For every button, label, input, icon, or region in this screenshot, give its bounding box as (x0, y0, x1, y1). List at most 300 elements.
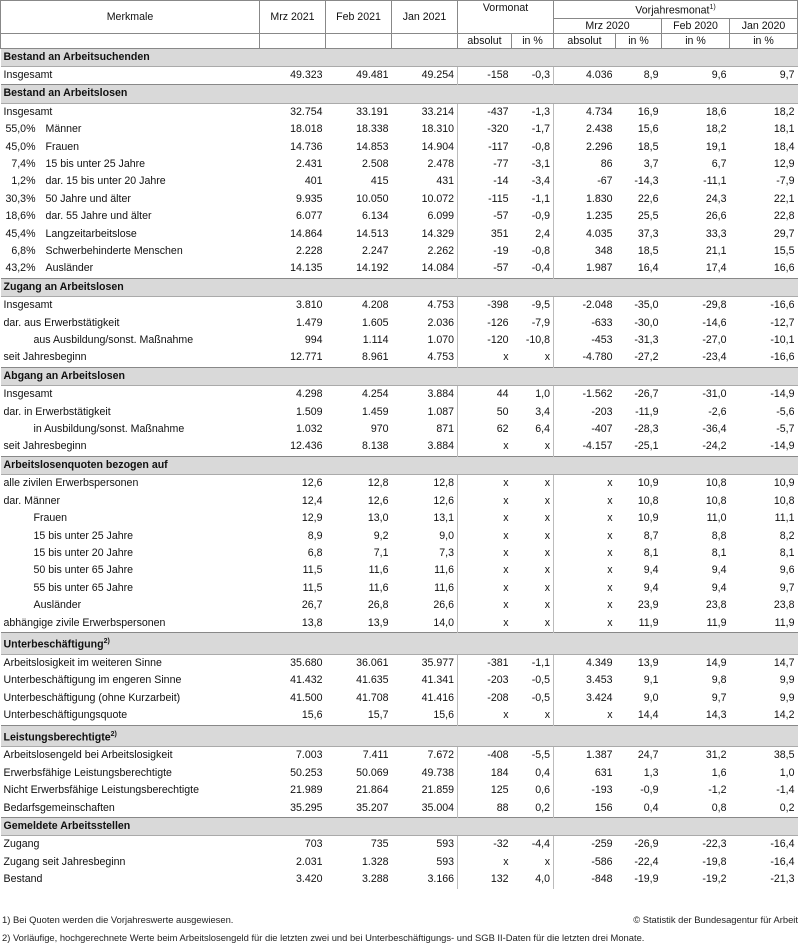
table-row (1, 139, 798, 156)
value-cell: -3,4 (531, 175, 551, 188)
row-label-cell (1, 66, 260, 84)
value-cell: 9,8 (711, 674, 727, 687)
value-cell: 14.135 (290, 262, 323, 275)
value-cell: 23,8 (773, 599, 795, 612)
value-cell: 41.635 (356, 674, 389, 687)
value-cell: 13,8 (301, 616, 323, 629)
value-cell: 14.329 (421, 227, 454, 240)
value-cell: x (544, 855, 551, 868)
value-cell: 1.509 (295, 405, 323, 418)
value-cell: -848 (554, 871, 616, 888)
value-cell: 1.070 (427, 334, 454, 347)
value-cell: 8,7 (643, 529, 659, 542)
table-row (1, 103, 798, 121)
value-cell: x (554, 475, 616, 493)
value-cell: 9,7 (711, 691, 727, 704)
value-cell: -16,4 (730, 836, 798, 854)
value-cell: 9,4 (643, 564, 659, 577)
value-cell: 44 (458, 386, 512, 404)
value-cell: 12,9 (773, 157, 795, 170)
value-cell: 17,4 (705, 262, 727, 275)
value-cell: 33,3 (705, 227, 727, 240)
row-label-cell (1, 438, 260, 456)
value-cell: 22,8 (773, 210, 795, 223)
value-cell: 1.479 (295, 316, 323, 329)
value-cell: 10,9 (616, 475, 662, 493)
section-title (1, 818, 798, 836)
value-cell: 10,8 (637, 494, 659, 507)
value-cell: x (554, 510, 616, 527)
value-cell: 0,4 (643, 801, 659, 814)
value-cell: 1,0 (779, 766, 795, 779)
header-blank (392, 33, 458, 48)
footnote-2: 2) Vorläufige, hochgerechnete Werte beim Arbeitslosengeld für die letzten zwei und bei Unterbeschäftigungs- und SGB II-Daten für die letzten drei Monate. (2, 932, 645, 943)
row-label-cell (1, 156, 260, 173)
value-cell: 11,9 (706, 616, 727, 629)
value-cell: 6,4 (535, 423, 551, 436)
row-label: dar. aus Erwerbstätigkeit (3, 316, 120, 329)
row-label-cell (1, 672, 260, 689)
value-cell: 26,6 (433, 599, 454, 612)
value-cell: -16,6 (730, 297, 798, 315)
value-cell: 3.420 (295, 873, 323, 886)
table-row (1, 545, 798, 562)
value-cell: 15,6 (301, 709, 323, 722)
value-cell: 0,6 (535, 784, 551, 797)
value-cell: 8,9 (307, 529, 323, 542)
table-row (1, 332, 798, 349)
value-cell: -320 (458, 121, 512, 138)
table-row (1, 404, 798, 421)
value-cell: 970 (370, 423, 389, 436)
value-cell: 11,0 (706, 512, 727, 525)
table-row (1, 510, 798, 527)
value-cell: 9,9 (779, 674, 795, 687)
value-cell: 13,9 (616, 654, 662, 672)
value-cell: x (544, 564, 551, 577)
value-cell: -27,0 (702, 334, 727, 347)
row-label-cell (1, 121, 260, 138)
value-cell: 994 (304, 334, 323, 347)
value-cell: 13,0 (367, 512, 389, 525)
table-row (1, 208, 798, 225)
value-cell: 9.935 (295, 192, 323, 205)
table-row (1, 597, 798, 614)
value-cell: 2.228 (295, 245, 323, 257)
value-cell: 14,4 (637, 709, 659, 722)
value-cell: 4.753 (427, 351, 454, 364)
value-cell: -26,7 (616, 386, 662, 404)
row-label-cell (1, 260, 260, 278)
row-label: Zugang seit Jahresbeginn (3, 855, 126, 868)
value-cell: 7,3 (439, 546, 454, 559)
value-cell: 38,5 (730, 747, 798, 765)
value-cell: x (544, 616, 551, 629)
value-cell: 401 (304, 175, 323, 188)
value-cell: 4.349 (554, 654, 616, 672)
value-cell: 18,6 (662, 103, 730, 121)
value-cell: 2.478 (427, 157, 454, 170)
value-cell: x (458, 615, 512, 633)
row-label-cell (1, 173, 260, 190)
table-row (1, 765, 798, 782)
value-cell: 14,9 (662, 654, 730, 672)
value-cell: 13,9 (367, 616, 389, 629)
value-cell: 29,7 (773, 227, 795, 240)
header-blank (1, 33, 260, 48)
value-cell: 49.323 (260, 66, 326, 84)
value-cell: -120 (458, 332, 512, 349)
value-cell: -31,3 (634, 334, 659, 347)
table-row (1, 386, 798, 404)
value-cell: -14,9 (730, 386, 798, 404)
value-cell: -7,9 (531, 316, 551, 329)
value-cell: 18.338 (356, 123, 389, 136)
row-label-cell (1, 800, 260, 818)
row-label-cell (1, 545, 260, 562)
table-row (1, 297, 798, 315)
row-label-cell (1, 562, 260, 579)
value-cell: 25,5 (637, 210, 659, 223)
row-label: Unterbeschäftigungsquote (3, 709, 128, 722)
section-title-text: Abgang an Arbeitslosen (3, 369, 125, 382)
value-cell: x (554, 707, 616, 725)
value-cell: 23,9 (637, 599, 659, 612)
unit-pct: in % (616, 33, 662, 48)
share-percent: 6,8% (11, 245, 36, 257)
value-cell: 6,8 (307, 546, 323, 559)
section-title-text: Arbeitslosenquoten bezogen auf (3, 458, 168, 471)
value-cell: 11,1 (774, 512, 795, 525)
value-cell: -5,7 (776, 423, 795, 436)
value-cell: x (512, 475, 554, 493)
row-label: dar. 15 bis unter 20 Jahre (45, 175, 166, 188)
value-cell: 3.166 (427, 873, 454, 886)
value-cell: -259 (554, 836, 616, 854)
value-cell: 9,0 (439, 529, 454, 542)
value-cell: 11,6 (368, 564, 389, 577)
row-label: Insgesamt (3, 68, 53, 81)
row-label: Frauen (45, 140, 80, 153)
value-cell: 18.310 (421, 123, 454, 136)
value-cell: -14,9 (770, 440, 795, 453)
row-label: dar. in Erwerbstätigkeit (3, 405, 111, 418)
value-cell: x (544, 581, 551, 594)
row-label: Arbeitslosengeld bei Arbeitslosigkeit (3, 749, 173, 762)
value-cell: x (554, 615, 616, 633)
value-cell: x (544, 440, 551, 453)
row-label: Langzeitarbeitslose (45, 227, 137, 240)
value-cell: 0,2 (779, 801, 795, 814)
table-row (1, 315, 798, 332)
value-cell: -31,0 (662, 386, 730, 404)
value-cell: x (458, 854, 512, 871)
value-cell: 1.459 (361, 405, 389, 418)
value-cell: 11,5 (302, 581, 323, 594)
row-label: Unterbeschäftigung im engeren Sinne (3, 674, 182, 687)
footnote-1: 1) Bei Quoten werden die Vorjahreswerte ausgewiesen. (2, 914, 234, 925)
value-cell: 3.810 (260, 297, 326, 315)
value-cell: x (458, 707, 512, 725)
table-row (1, 260, 798, 278)
row-label: Bestand (3, 873, 43, 886)
value-cell: 0,8 (711, 801, 727, 814)
section-title (1, 48, 798, 66)
value-cell: 125 (458, 782, 512, 799)
value-cell: 32.754 (260, 103, 326, 121)
value-cell: 14,2 (773, 709, 795, 722)
value-cell: 10,8 (773, 494, 795, 507)
value-cell: x (458, 597, 512, 614)
value-cell: 431 (436, 175, 454, 188)
value-cell: 7.672 (392, 747, 458, 765)
row-label: dar. 55 Jahre und älter (45, 210, 152, 223)
footnote-ref: 2) (110, 730, 117, 738)
value-cell: x (458, 580, 512, 597)
value-cell: -21,3 (770, 873, 795, 886)
value-cell: 9,4 (711, 581, 727, 594)
footnote-ref: 2) (103, 637, 110, 645)
value-cell: 2.508 (361, 157, 389, 170)
value-cell: 41.708 (356, 691, 389, 704)
value-cell: 6,7 (711, 157, 727, 170)
value-cell: 2.036 (427, 316, 454, 329)
value-cell: x (458, 349, 512, 367)
value-cell: -16,4 (770, 855, 795, 868)
value-cell: 348 (554, 243, 616, 260)
value-cell: 2.296 (554, 139, 616, 156)
table-row (1, 615, 798, 633)
table-row (1, 580, 798, 597)
value-cell: 21.859 (421, 784, 454, 797)
section-title-text: Zugang an Arbeitslosen (3, 280, 124, 293)
value-cell: -35,0 (616, 297, 662, 315)
header-jan2020: Jan 2020 (730, 18, 798, 33)
value-cell: -407 (554, 421, 616, 438)
row-label: 15 bis unter 20 Jahre (33, 546, 134, 559)
table-row (1, 690, 798, 707)
section-title (1, 278, 798, 296)
value-cell: 3.453 (554, 672, 616, 689)
value-cell: 8,9 (616, 66, 662, 84)
value-cell: -0,5 (531, 691, 551, 704)
value-cell: -117 (458, 139, 512, 156)
value-cell: 703 (260, 836, 326, 854)
value-cell: 12,6 (367, 494, 389, 507)
row-label: Erwerbsfähige Leistungsberechtigte (3, 766, 172, 779)
header-blank (260, 33, 326, 48)
value-cell: -4,4 (512, 836, 554, 854)
value-cell: 10.050 (356, 192, 389, 205)
value-cell: 4.753 (392, 297, 458, 315)
value-cell: 8.961 (361, 351, 389, 364)
section-header-row (1, 725, 798, 747)
row-label-cell (1, 103, 260, 121)
share-percent: 45,4% (5, 227, 36, 240)
value-cell: 18,2 (705, 123, 727, 136)
value-cell: x (544, 351, 551, 364)
row-label-cell (1, 404, 260, 421)
table-row (1, 191, 798, 208)
value-cell: 12,9 (301, 512, 323, 525)
value-cell: x (458, 438, 512, 456)
value-cell: 12,6 (433, 494, 454, 507)
value-cell: x (544, 599, 551, 612)
value-cell: 12,4 (301, 494, 323, 507)
value-cell: 36.061 (326, 654, 392, 672)
value-cell: 14.853 (356, 140, 389, 153)
value-cell: -11,9 (635, 405, 659, 418)
value-cell: 1.328 (361, 855, 389, 868)
row-label: Männer (45, 123, 82, 136)
value-cell: 33.191 (326, 103, 392, 121)
value-cell: 1.987 (554, 260, 616, 278)
table-row (1, 349, 798, 367)
value-cell: 14.904 (421, 140, 454, 153)
section-header-row (1, 367, 798, 385)
value-cell: 4.734 (554, 103, 616, 121)
section-title-text: Bestand an Arbeitsuchenden (3, 50, 150, 63)
value-cell: -586 (554, 854, 616, 871)
value-cell: -0,8 (531, 140, 551, 153)
row-label-cell (1, 208, 260, 225)
value-cell: 18,5 (637, 140, 659, 153)
value-cell: 13,1 (433, 512, 454, 525)
value-cell: -4.780 (554, 349, 616, 367)
value-cell: 351 (458, 226, 512, 243)
row-label-cell (1, 386, 260, 404)
section-title (1, 85, 798, 103)
table-row (1, 156, 798, 173)
value-cell: -22,3 (662, 836, 730, 854)
value-cell: -203 (458, 672, 512, 689)
value-cell: 49.481 (326, 66, 392, 84)
value-cell: 0,2 (535, 801, 551, 814)
unit-pct: in % (730, 33, 798, 48)
value-cell: 2.431 (295, 157, 323, 170)
table-row (1, 528, 798, 545)
row-label-cell (1, 747, 260, 765)
value-cell: 1,6 (711, 766, 727, 779)
value-cell: -1,2 (708, 784, 727, 797)
value-cell: -5,6 (776, 405, 795, 418)
table-row (1, 66, 798, 84)
value-cell: 50.069 (356, 766, 389, 779)
value-cell: x (554, 493, 616, 510)
header-merkmale: Merkmale (1, 1, 260, 34)
value-cell: 35.295 (290, 801, 323, 814)
value-cell: -1,3 (512, 103, 554, 121)
value-cell: 9,2 (373, 529, 389, 542)
row-label-cell (1, 782, 260, 799)
value-cell: 23,8 (705, 599, 727, 612)
section-title (1, 632, 798, 654)
value-cell: 14.084 (421, 262, 454, 275)
row-label-cell (1, 349, 260, 367)
value-cell: 16,6 (773, 262, 795, 275)
value-cell: x (544, 529, 551, 542)
value-cell: 9,6 (779, 564, 795, 577)
value-cell: 35.207 (356, 801, 389, 814)
row-label-cell (1, 493, 260, 510)
value-cell: 14,0 (433, 616, 454, 629)
section-header-row (1, 85, 798, 103)
value-cell: -24,2 (702, 440, 727, 453)
table-row (1, 173, 798, 190)
header-unit-row (1, 33, 798, 48)
row-label: dar. Männer (3, 494, 61, 507)
value-cell: 156 (554, 800, 616, 818)
value-cell: -19,9 (634, 873, 659, 886)
value-cell: -203 (554, 404, 616, 421)
value-cell: -19 (458, 243, 512, 260)
value-cell: 26,8 (367, 599, 389, 612)
value-cell: 415 (370, 175, 389, 188)
value-cell: -14,3 (634, 175, 659, 188)
row-label-cell (1, 297, 260, 315)
value-cell: 4,0 (535, 873, 551, 886)
value-cell: -2.048 (554, 297, 616, 315)
value-cell: -77 (458, 156, 512, 173)
value-cell: 22,6 (637, 192, 659, 205)
value-cell: 22,1 (773, 192, 795, 205)
row-label-cell (1, 765, 260, 782)
value-cell: -26,9 (616, 836, 662, 854)
header-row (1, 1, 798, 19)
value-cell: -5,5 (512, 747, 554, 765)
value-cell: -381 (458, 654, 512, 672)
value-cell: -0,9 (640, 784, 659, 797)
value-cell: -4.157 (554, 438, 616, 456)
value-cell: x (554, 580, 616, 597)
value-cell: -398 (458, 297, 512, 315)
copyright: © Statistik der Bundesagentur für Arbeit (633, 914, 798, 925)
value-cell: x (554, 562, 616, 579)
value-cell: x (458, 528, 512, 545)
value-cell: 12,8 (326, 475, 392, 493)
row-label-cell (1, 139, 260, 156)
row-label: 50 Jahre und älter (45, 192, 131, 205)
value-cell: 14,3 (705, 709, 727, 722)
section-header-row (1, 632, 798, 654)
header-feb2020: Feb 2020 (662, 18, 730, 33)
row-label: abhängige zivile Erwerbspersonen (3, 616, 166, 629)
value-cell: 15,6 (433, 709, 454, 722)
value-cell: 14,7 (730, 654, 798, 672)
value-cell: -158 (458, 66, 512, 84)
section-title-text: Leistungsberechtigte (3, 731, 111, 744)
value-cell: -32 (458, 836, 512, 854)
value-cell: 15,5 (773, 245, 795, 257)
value-cell: 4.298 (260, 386, 326, 404)
row-label-cell (1, 332, 260, 349)
table-row (1, 438, 798, 456)
value-cell: x (554, 545, 616, 562)
value-cell: 14.513 (356, 227, 389, 240)
row-label-cell (1, 421, 260, 438)
value-cell: -1,4 (776, 784, 795, 797)
table-row (1, 562, 798, 579)
value-cell: -408 (458, 747, 512, 765)
row-label: seit Jahresbeginn (3, 351, 87, 364)
header-mrz2021: Mrz 2021 (260, 1, 326, 34)
value-cell: 8,1 (643, 546, 659, 559)
value-cell: -633 (554, 315, 616, 332)
section-header-row (1, 278, 798, 296)
value-cell: 2.262 (427, 245, 454, 257)
value-cell: 11,9 (638, 616, 659, 629)
value-cell: -10,1 (770, 334, 795, 347)
